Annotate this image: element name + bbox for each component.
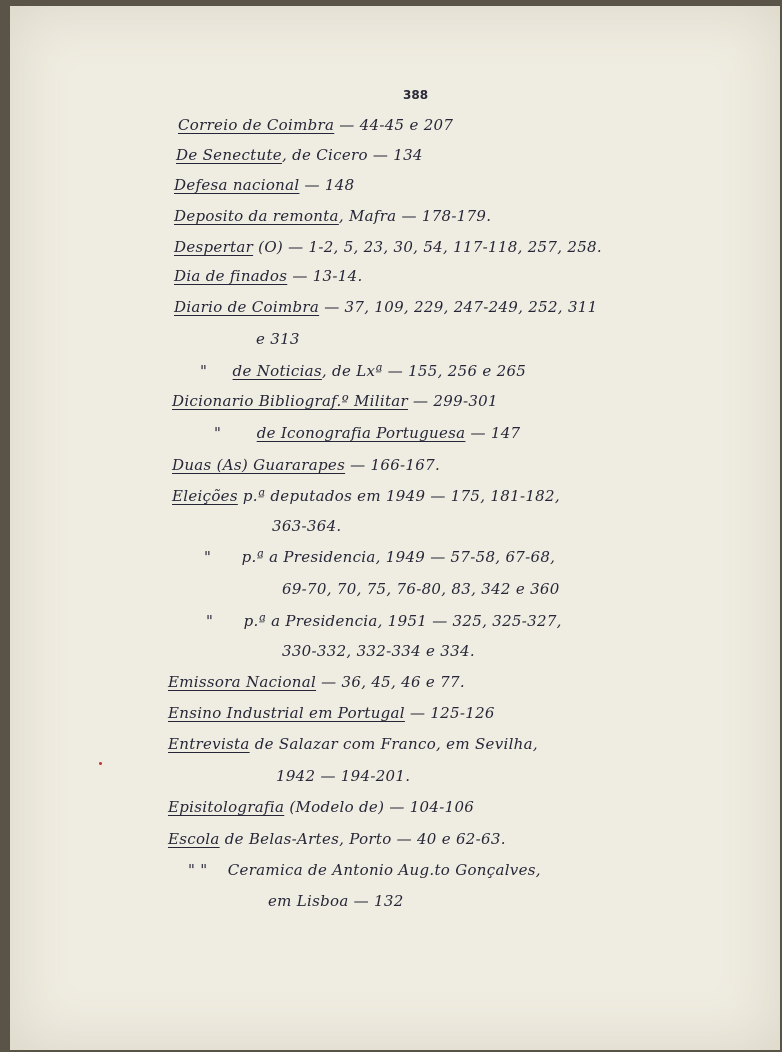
entry-head: de Iconografia Portuguesa <box>256 424 466 442</box>
entry-line <box>178 116 453 134</box>
entry-line <box>174 176 354 194</box>
entry-head: Despertar <box>174 238 254 256</box>
entry-rest: — 148 <box>299 176 355 194</box>
entry-head: de Noticias <box>232 362 322 380</box>
entry-head: Escola <box>168 830 220 848</box>
entry-rest: , Mafra — 178-179. <box>338 207 492 225</box>
entry-rest: — 166-167. <box>345 456 441 474</box>
entry-line <box>168 798 474 816</box>
entry-line <box>204 548 555 566</box>
entry-head: Entrevista <box>168 735 250 753</box>
ditto-mark: " <box>200 362 208 380</box>
entry-head: Defesa nacional <box>174 176 300 194</box>
ditto-mark: " " <box>188 861 208 879</box>
entry-rest: — 125-126 <box>404 704 495 722</box>
entry-line <box>214 424 520 442</box>
entry-head: Dicionario Bibliograf.º Militar <box>172 392 408 410</box>
entry-line <box>256 330 300 348</box>
entry-rest: 1942 — 194-201. <box>276 767 411 785</box>
entry-line <box>172 456 440 474</box>
entry-rest: , de Lxª — 155, 256 e 265 <box>321 362 527 380</box>
entry-rest: — 37, 109, 229, 247-249, 252, 311 <box>319 298 598 316</box>
entry-line <box>168 830 506 848</box>
entry-rest: (O) — 1-2, 5, 23, 30, 54, 117-118, 257, 258. <box>253 238 602 256</box>
entry-rest: 330-332, 332-334 e 334. <box>282 642 475 660</box>
entry-head: Episitolografia <box>168 798 285 816</box>
entry-head: Dia de finados <box>174 267 288 285</box>
entry-rest: de Salazar com Franco, em Sevilha, <box>249 735 538 753</box>
entry-line <box>168 704 495 722</box>
entry-line <box>200 362 526 380</box>
entry-head: Duas (As) Guararapes <box>172 456 346 474</box>
entry-rest: — 36, 45, 46 e 77. <box>316 673 465 691</box>
entry-rest: — 147 <box>465 424 521 442</box>
entry-line <box>174 298 597 316</box>
entry-line <box>276 767 410 785</box>
entry-line <box>282 580 560 598</box>
entry-head: Emissora Nacional <box>168 673 317 691</box>
entry-rest: e 313 <box>256 330 300 348</box>
entry-rest: — 299-301 <box>407 392 498 410</box>
entry-head: Eleições <box>172 487 238 505</box>
entry-rest: em Lisboa — 132 <box>268 892 404 910</box>
entry-line <box>188 861 541 879</box>
entry-rest: Ceramica de Antonio Aug.to Gonçalves, <box>227 861 541 879</box>
entry-rest: p.ª a Presidencia, 1951 — 325, 325-327, <box>243 612 562 630</box>
entry-line <box>168 673 465 691</box>
entry-head: Diario de Coimbra <box>174 298 320 316</box>
ditto-mark: " <box>204 548 212 566</box>
entry-rest: — 44-45 e 207 <box>334 116 454 134</box>
entry-line <box>268 892 404 910</box>
margin-dot <box>99 762 102 765</box>
entry-line <box>174 267 363 285</box>
entry-head: Deposito da remonta <box>174 207 339 225</box>
entry-line <box>206 612 562 630</box>
entry-line <box>172 392 498 410</box>
entry-head: Ensino Industrial em Portugal <box>168 704 405 722</box>
entry-head: De Senectute <box>176 146 282 164</box>
entry-rest: de Belas-Artes, Porto — 40 e 62-63. <box>219 830 506 848</box>
entry-rest: (Modelo de) — 104-106 <box>284 798 475 816</box>
entry-rest: 69-70, 70, 75, 76-80, 83, 342 e 360 <box>282 580 560 598</box>
entry-line <box>272 517 342 535</box>
entry-line <box>176 146 423 164</box>
entry-line <box>168 735 538 753</box>
entry-rest: — 13-14. <box>287 267 363 285</box>
entry-rest: 363-364. <box>272 517 342 535</box>
page-number: 388 <box>403 88 429 102</box>
entry-line <box>174 207 491 225</box>
entry-line <box>174 238 602 256</box>
entry-head: Correio de Coimbra <box>178 116 335 134</box>
ditto-mark: " <box>214 424 222 442</box>
entry-line <box>172 487 560 505</box>
entry-rest: p.ª a Presidencia, 1949 — 57-58, 67-68, <box>241 548 556 566</box>
ditto-mark: " <box>206 612 214 630</box>
entry-rest: , de Cicero — 134 <box>281 146 423 164</box>
entry-line <box>282 642 475 660</box>
entry-rest: p.ª deputados em 1949 — 175, 181-182, <box>237 487 560 505</box>
